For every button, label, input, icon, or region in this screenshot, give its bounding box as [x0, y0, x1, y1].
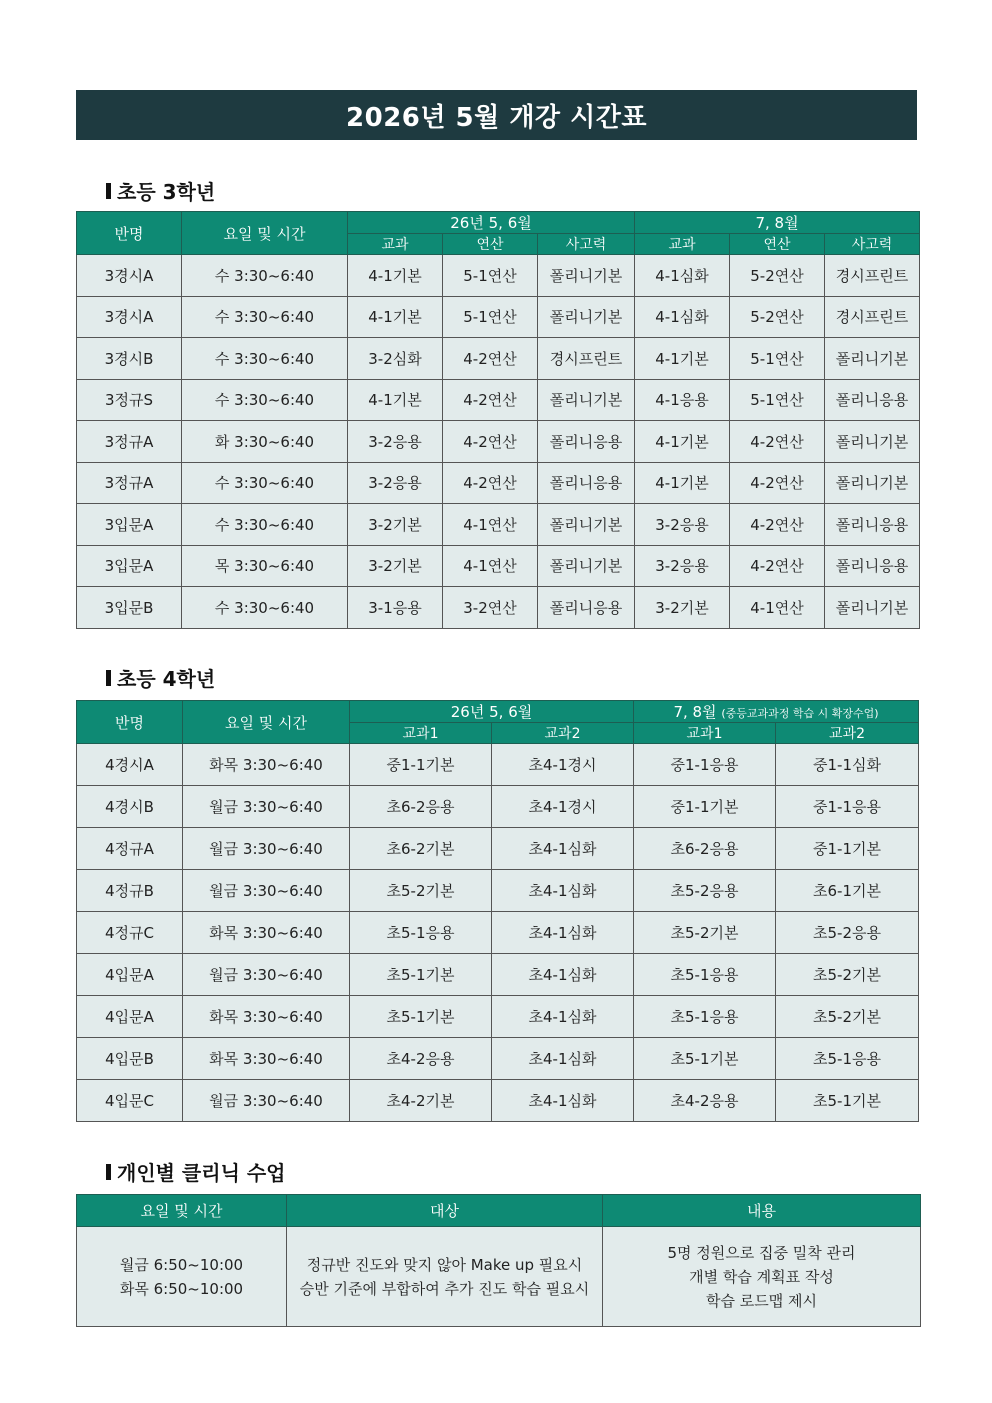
- table-cell: 초5-1응용: [634, 954, 776, 996]
- table-row: [77, 912, 919, 954]
- clinic-content-cell: [603, 1227, 921, 1327]
- header-period2: [634, 701, 919, 723]
- subheader-4: 연산: [730, 234, 825, 255]
- table-cell: 초4-1심화: [492, 870, 634, 912]
- table-cell: 5-2연산: [730, 296, 825, 338]
- section-title-text: 초등 4학년: [117, 667, 216, 691]
- table-cell: 3경시A: [77, 255, 182, 297]
- section-title-grade4: [106, 663, 215, 692]
- table-cell: 3정규S: [77, 379, 182, 421]
- table-cell: 초5-2기본: [776, 954, 919, 996]
- table-cell: 3-2응용: [348, 421, 443, 463]
- table-row: [77, 421, 920, 463]
- table-cell: 4경시B: [77, 786, 183, 828]
- header-target: 대상: [287, 1195, 603, 1227]
- table-cell: 4-2연산: [443, 462, 538, 504]
- table-cell: 초5-1기본: [350, 954, 492, 996]
- table-cell: 폴리니기본: [825, 421, 920, 463]
- table-cell: 초6-2응용: [634, 828, 776, 870]
- section-title-clinic: [106, 1157, 286, 1186]
- table-cell: 4입문A: [77, 954, 183, 996]
- header-class: 반명: [77, 701, 183, 744]
- header-period1: 26년 5, 6월: [348, 212, 635, 234]
- table-cell: 3정규A: [77, 421, 182, 463]
- table-cell: 3경시A: [77, 296, 182, 338]
- table-cell: 중1-1응용: [634, 744, 776, 786]
- table-cell: 초4-2응용: [350, 1038, 492, 1080]
- header-period2: 7, 8월: [635, 212, 920, 234]
- table-cell: 3입문B: [77, 587, 182, 629]
- subheader-5: 사고력: [825, 234, 920, 255]
- table-cell: 초4-2응용: [634, 1080, 776, 1122]
- table-cell: 초4-1심화: [492, 954, 634, 996]
- table-cell: 3-2응용: [348, 462, 443, 504]
- table-cell: 초5-1기본: [776, 1080, 919, 1122]
- table-row: [77, 744, 919, 786]
- table-cell: 월금 3:30~6:40: [183, 954, 350, 996]
- table-cell: 폴리니응용: [538, 462, 635, 504]
- clinic-target-line: 승반 기준에 부합하여 추가 진도 학습 필요시: [299, 1279, 590, 1298]
- table-cell: 3-1응용: [348, 587, 443, 629]
- table-cell: 화목 3:30~6:40: [183, 996, 350, 1038]
- table-row: [77, 504, 920, 546]
- table-cell: 월금 3:30~6:40: [183, 786, 350, 828]
- table-cell: 5-1연산: [443, 296, 538, 338]
- table-cell: 월금 3:30~6:40: [183, 1080, 350, 1122]
- table-cell: 폴리니기본: [538, 504, 635, 546]
- table-cell: 폴리니기본: [825, 462, 920, 504]
- clinic-content-line: 개별 학습 계획표 작성: [689, 1267, 834, 1286]
- table-cell: 중1-1기본: [634, 786, 776, 828]
- table-row: [77, 1038, 919, 1080]
- table-cell: 초5-1기본: [634, 1038, 776, 1080]
- table-cell: 4-2연산: [730, 545, 825, 587]
- table-cell: 중1-1기본: [350, 744, 492, 786]
- table-cell: 수 3:30~6:40: [182, 296, 348, 338]
- table-row: [77, 828, 919, 870]
- page-title-banner: [76, 90, 917, 140]
- table-cell: 월금 3:30~6:40: [183, 828, 350, 870]
- table-cell: 경시프린트: [825, 296, 920, 338]
- header-class: 반명: [77, 212, 182, 255]
- table-row: [77, 545, 920, 587]
- table-cell: 초5-1응용: [350, 912, 492, 954]
- table-cell: 수 3:30~6:40: [182, 504, 348, 546]
- table-cell: 폴리니기본: [538, 379, 635, 421]
- subheader-1: 교과2: [492, 723, 634, 744]
- table-cell: 4입문B: [77, 1038, 183, 1080]
- table-cell: 4-2연산: [730, 421, 825, 463]
- table-cell: 폴리니기본: [825, 338, 920, 380]
- table-cell: 화목 3:30~6:40: [183, 744, 350, 786]
- table-cell: 폴리니기본: [825, 587, 920, 629]
- clinic-content-line: 5명 정원으로 집중 밀착 관리: [667, 1243, 856, 1262]
- table-cell: 4-2연산: [730, 462, 825, 504]
- table-cell: 3입문A: [77, 545, 182, 587]
- table-cell: 폴리니기본: [538, 545, 635, 587]
- header-time: 요일 및 시간: [183, 701, 350, 744]
- clinic-target-line: 정규반 진도와 맞지 않아 Make up 필요시: [306, 1255, 583, 1274]
- table-cell: 5-1연산: [443, 255, 538, 297]
- table-cell: 경시프린트: [538, 338, 635, 380]
- table-cell: 4입문C: [77, 1080, 183, 1122]
- table-cell: 4-2연산: [730, 504, 825, 546]
- table-cell: 4정규B: [77, 870, 183, 912]
- table-cell: 폴리니기본: [538, 255, 635, 297]
- subheader-2: 교과1: [634, 723, 776, 744]
- table-cell: 3-2응용: [635, 504, 730, 546]
- table-cell: 3-2응용: [635, 545, 730, 587]
- grade4-schedule-table: [76, 700, 919, 1122]
- table-cell: 초4-2기본: [350, 1080, 492, 1122]
- table-cell: 4-1연산: [730, 587, 825, 629]
- table-cell: 3-2기본: [635, 587, 730, 629]
- subheader-0: 교과1: [350, 723, 492, 744]
- table-cell: 3-2심화: [348, 338, 443, 380]
- table-cell: 초6-1기본: [776, 870, 919, 912]
- header-content: 내용: [603, 1195, 921, 1227]
- table-row: [77, 338, 920, 380]
- table-cell: 4-2연산: [443, 379, 538, 421]
- table-cell: 3입문A: [77, 504, 182, 546]
- table-row: [77, 255, 920, 297]
- table-cell: 3경시B: [77, 338, 182, 380]
- table-cell: 4경시A: [77, 744, 183, 786]
- section-marker: [106, 183, 111, 199]
- table-cell: 수 3:30~6:40: [182, 462, 348, 504]
- table-cell: 4정규C: [77, 912, 183, 954]
- table-cell: 폴리니응용: [825, 379, 920, 421]
- header-period2-note: (중등교과과정 학습 시 확장수업): [721, 707, 879, 720]
- table-cell: 수 3:30~6:40: [182, 255, 348, 297]
- table-cell: 5-1연산: [730, 379, 825, 421]
- section-title-grade3: [106, 176, 215, 205]
- subheader-2: 사고력: [538, 234, 635, 255]
- table-row: [77, 462, 920, 504]
- table-cell: 중1-1심화: [776, 744, 919, 786]
- table-cell: 3-2연산: [443, 587, 538, 629]
- subheader-0: 교과: [348, 234, 443, 255]
- table-cell: 화목 3:30~6:40: [183, 1038, 350, 1080]
- clinic-time-line: 화목 6:50~10:00: [119, 1279, 244, 1298]
- table-cell: 초5-2응용: [634, 870, 776, 912]
- table-cell: 4정규A: [77, 828, 183, 870]
- header-time: 요일 및 시간: [182, 212, 348, 255]
- section-marker: [106, 670, 111, 686]
- table-cell: 4-1기본: [348, 296, 443, 338]
- table-row: [77, 379, 920, 421]
- table-cell: 4-2연산: [443, 421, 538, 463]
- table-cell: 초5-2기본: [634, 912, 776, 954]
- table-cell: 3-2기본: [348, 545, 443, 587]
- table-cell: 4-1기본: [635, 421, 730, 463]
- table-cell: 4-1응용: [635, 379, 730, 421]
- table-cell: 경시프린트: [825, 255, 920, 297]
- table-cell: 4-1연산: [443, 504, 538, 546]
- table-cell: 초5-2기본: [350, 870, 492, 912]
- table-row: [77, 870, 919, 912]
- table-row: [77, 786, 919, 828]
- table-cell: 4-1연산: [443, 545, 538, 587]
- table-row: [77, 587, 920, 629]
- table-cell: 초4-1경시: [492, 786, 634, 828]
- table-cell: 5-2연산: [730, 255, 825, 297]
- table-cell: 4-1기본: [348, 379, 443, 421]
- table-cell: 초5-2기본: [776, 996, 919, 1038]
- table-cell: 중1-1기본: [776, 828, 919, 870]
- clinic-time-cell: [77, 1227, 287, 1327]
- table-cell: 초6-2응용: [350, 786, 492, 828]
- clinic-table: [76, 1194, 921, 1327]
- page-title: 2026년 5월 개강 시간표: [346, 102, 647, 133]
- clinic-content-line: 학습 로드맵 제시: [706, 1291, 817, 1310]
- table-cell: 4-1기본: [635, 462, 730, 504]
- table-cell: 수 3:30~6:40: [182, 379, 348, 421]
- table-cell: 초4-1심화: [492, 828, 634, 870]
- table-cell: 폴리니응용: [825, 504, 920, 546]
- table-cell: 5-1연산: [730, 338, 825, 380]
- table-cell: 4-1심화: [635, 296, 730, 338]
- clinic-target-cell: [287, 1227, 603, 1327]
- table-row: [77, 296, 920, 338]
- table-cell: 4-2연산: [443, 338, 538, 380]
- table-cell: 초4-1심화: [492, 1038, 634, 1080]
- subheader-3: 교과2: [776, 723, 919, 744]
- table-row: [77, 1080, 919, 1122]
- section-marker: [106, 1164, 111, 1180]
- table-cell: 4입문A: [77, 996, 183, 1038]
- table-cell: 폴리니기본: [538, 296, 635, 338]
- table-cell: 수 3:30~6:40: [182, 587, 348, 629]
- table-cell: 초4-1심화: [492, 996, 634, 1038]
- table-row: [77, 996, 919, 1038]
- table-cell: 폴리니응용: [538, 587, 635, 629]
- table-cell: 초4-1경시: [492, 744, 634, 786]
- table-cell: 수 3:30~6:40: [182, 338, 348, 380]
- section-title-text: 개인별 클리닉 수업: [117, 1161, 286, 1185]
- header-period2-text: 7, 8월: [673, 703, 717, 721]
- table-cell: 초6-2기본: [350, 828, 492, 870]
- table-cell: 3정규A: [77, 462, 182, 504]
- table-cell: 4-1기본: [348, 255, 443, 297]
- table-cell: 초5-1기본: [350, 996, 492, 1038]
- table-cell: 초4-1심화: [492, 1080, 634, 1122]
- table-cell: 3-2기본: [348, 504, 443, 546]
- table-row: [77, 954, 919, 996]
- clinic-time-line: 월금 6:50~10:00: [119, 1255, 244, 1274]
- table-cell: 중1-1응용: [776, 786, 919, 828]
- table-cell: 4-1심화: [635, 255, 730, 297]
- table-cell: 목 3:30~6:40: [182, 545, 348, 587]
- table-cell: 초5-2응용: [776, 912, 919, 954]
- table-cell: 폴리니응용: [538, 421, 635, 463]
- subheader-3: 교과: [635, 234, 730, 255]
- table-cell: 초4-1심화: [492, 912, 634, 954]
- section-title-text: 초등 3학년: [117, 180, 216, 204]
- table-cell: 초5-1응용: [634, 996, 776, 1038]
- table-cell: 4-1기본: [635, 338, 730, 380]
- table-cell: 초5-1응용: [776, 1038, 919, 1080]
- header-time: 요일 및 시간: [77, 1195, 287, 1227]
- table-cell: 월금 3:30~6:40: [183, 870, 350, 912]
- table-cell: 화목 3:30~6:40: [183, 912, 350, 954]
- table-cell: 폴리니응용: [825, 545, 920, 587]
- table-cell: 화 3:30~6:40: [182, 421, 348, 463]
- subheader-1: 연산: [443, 234, 538, 255]
- grade3-schedule-table: [76, 211, 920, 629]
- header-period1: 26년 5, 6월: [350, 701, 634, 723]
